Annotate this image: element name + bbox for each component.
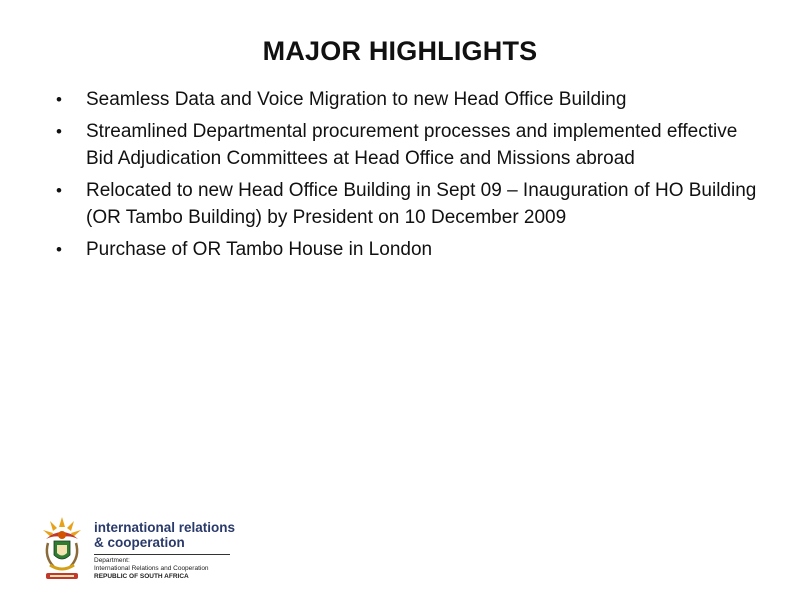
bullet-text: Purchase of OR Tambo House in London <box>86 239 433 260</box>
logo-divider <box>94 554 230 555</box>
bullet-list <box>52 86 762 268</box>
slide-title: MAJOR HIGHLIGHTS <box>262 36 538 66</box>
logo-title-line2: & cooperation <box>94 535 185 550</box>
bullet-text: Streamlined Departmental procurement processes and implemented effective Bid Adjudication Committees at Head Office and Missions abroad <box>86 121 738 169</box>
logo-dept-name: International Relations and Cooperation <box>94 565 209 572</box>
logo-title-line1: international relations <box>94 520 236 535</box>
coat-of-arms-icon <box>40 517 84 581</box>
bullet-icon: • <box>56 90 62 109</box>
bullet-item <box>52 118 762 172</box>
bullet-icon: • <box>56 240 62 259</box>
bullet-text: Relocated to new Head Office Building in Sept 09 – Inauguration of HO Building (OR Tambo Building) by President on 10 December 2009 <box>86 180 757 228</box>
bullet-icon: • <box>56 181 62 200</box>
logo-country: REPUBLIC OF SOUTH AFRICA <box>94 573 189 580</box>
department-logo <box>40 515 240 583</box>
logo-dept-label: Department: <box>94 557 130 564</box>
bullet-item <box>52 86 762 113</box>
logo-text <box>94 520 244 581</box>
bullet-icon: • <box>56 122 62 141</box>
bullet-text: Seamless Data and Voice Migration to new Head Office Building <box>86 89 627 110</box>
bullet-item <box>52 177 762 231</box>
bullet-item <box>52 236 762 263</box>
